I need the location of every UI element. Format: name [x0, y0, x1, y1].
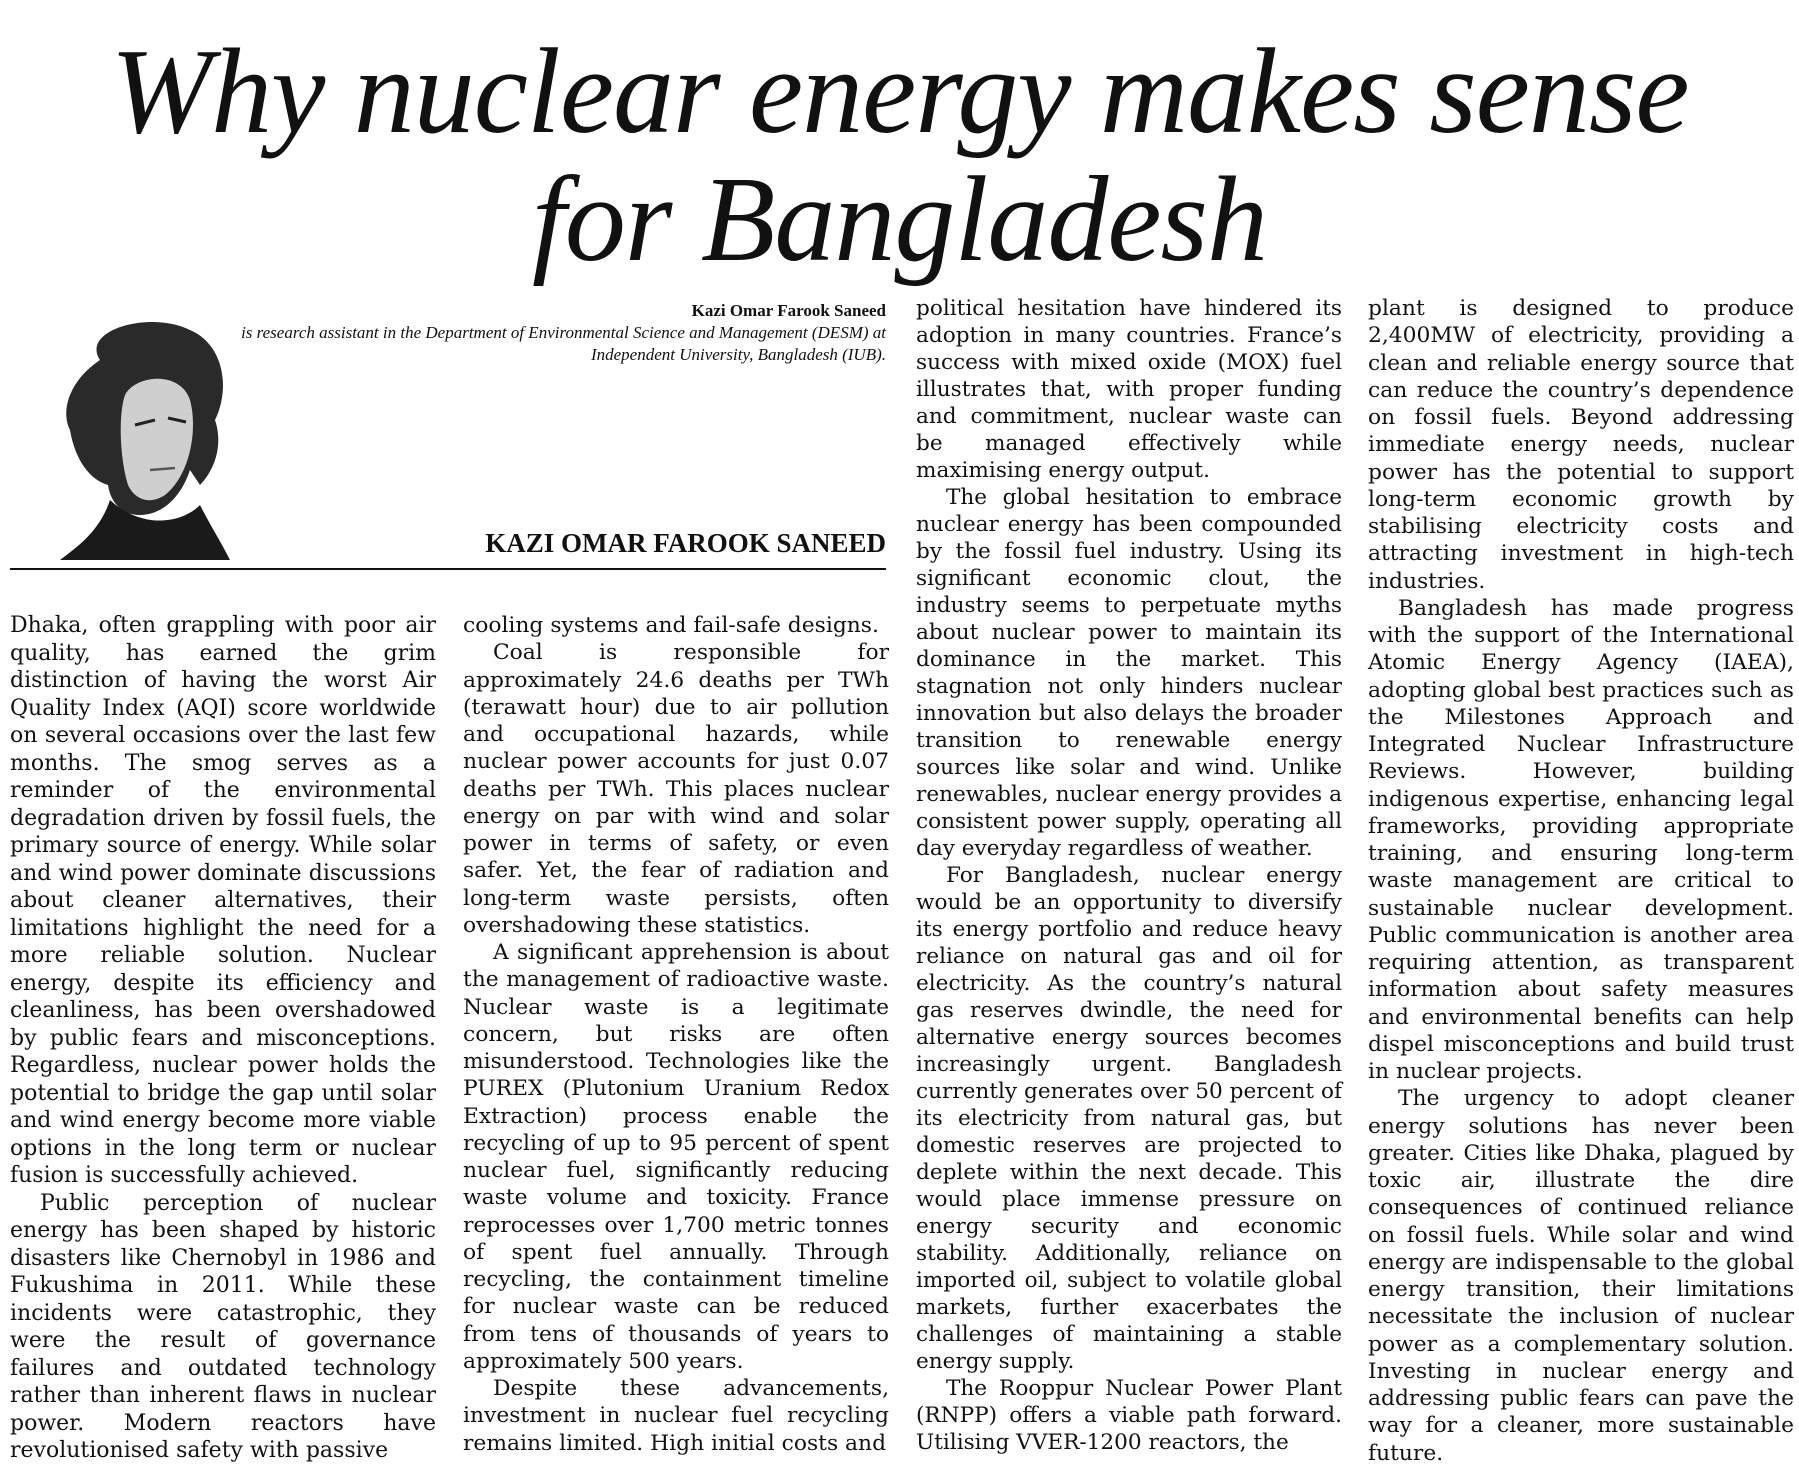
- paragraph: cooling systems and fail-safe designs.: [463, 613, 879, 638]
- author-portrait: [40, 300, 230, 560]
- paragraph: The global hesitation to embrace nuclear energy has been compounded by the fossil fuel industry. Using its significant economic clout, the industry seems to perpetuate myths about nuclear power to maintain its dominance in the market. This stagnation not only hinders nuclear innovation but also delays the broader transition to renewable energy sources like solar and wind. Unlike renewables, nuclear energy provides a consistent power supply, operating all day everyday regardless of weather.: [916, 485, 1342, 861]
- paragraph: Despite these advancements, investment in nuclear fuel recycling remains limited. High initial costs and: [463, 1376, 889, 1456]
- article-column-4: [1368, 295, 1794, 1467]
- paragraph: Public perception of nuclear energy has been shaped by historic disasters like Chernobyl in 1986 and Fukushima in 2011. While these incidents were catastrophic, they were the result of governance failures and outdated technology rather than inherent flaws in nuclear power. Modern reactors have revolutionised safety with passive: [10, 1190, 436, 1463]
- headline-line-1: Why nuclear energy makes sense: [110, 24, 1689, 159]
- paragraph: For Bangladesh, nuclear energy would be an opportunity to diversify its energy portfolio and reduce heavy reliance on natural gas and oil for electricity. As the country’s natural gas reserves dwindle, the need for alternative energy sources becomes increasingly urgent. Bangladesh currently generates over 50 percent of its electricity from natural gas, but domestic reserves are projected to deplete within the next decade. This would place immense pressure on energy security and economic stability. Additionally, reliance on imported oil, subject to volatile global markets, further exacerbates the challenges of maintaining a stable energy supply.: [916, 863, 1342, 1374]
- paragraph: political hesitation have hindered its adoption in many countries. France’s success with mixed oxide (MOX) fuel illustrates that, with proper funding and commitment, nuclear waste can be managed effectively while maximising energy output.: [916, 296, 1342, 483]
- author-bio-description: is research assistant in the Department of Environmental Science and Management (DESM) at Independent University, Bangladesh (IUB).: [241, 323, 886, 364]
- article-column-1: [10, 612, 436, 1465]
- headline-line-2: for Bangladesh: [532, 152, 1267, 287]
- author-bio: [230, 300, 886, 366]
- paragraph: The Rooppur Nuclear Power Plant (RNPP) offers a viable path forward. Utilising VVER-1200 reactors, the: [916, 1376, 1342, 1455]
- byline-divider: [10, 568, 886, 570]
- author-byline: KAZI OMAR FAROOK SANEED: [485, 528, 886, 558]
- paragraph: The urgency to adopt cleaner energy solutions has never been greater. Cities like Dhaka, plagued by toxic air, illustrate the dire consequences of continued reliance on fossil fuels. While solar and wind energy are indispensable to the global energy transition, their limitations necessitate the inclusion of nuclear power as a complementary solution. Investing in nuclear energy and addressing public fears can pave the way for a cleaner, more sustainable future.: [1368, 1086, 1794, 1466]
- article-column-3: [916, 295, 1342, 1456]
- headline: [0, 24, 1799, 287]
- paragraph: A significant apprehension is about the management of radioactive waste. Nuclear waste is a legitimate concern, but risks are often misunderstood. Technologies like the PUREX (Plutonium Uranium Redox Extraction) process enable the recycling of up to 95 percent of spent nuclear fuel, significantly reducing waste volume and toxicity. France reprocesses over 1,700 metric tonnes of spent fuel annually. Through recycling, the containment timeline for nuclear waste can be reduced from tens of thousands of years to approximately 500 years.: [463, 940, 889, 1374]
- author-bio-name: Kazi Omar Farook Saneed: [691, 301, 886, 320]
- article-column-2: [463, 612, 889, 1457]
- paragraph: Coal is responsible for approximately 24.6 deaths per TWh (terawatt hour) due to air pollution and occupational hazards, while nuclear power accounts for just 0.07 deaths per TWh. This places nuclear energy on par with wind and solar power in terms of safety, or even safer. Yet, the fear of radiation and long-term waste persists, often overshadowing these statistics.: [463, 640, 889, 938]
- paragraph: plant is designed to produce 2,400MW of electricity, providing a clean and reliable energy source that can reduce the country’s dependence on fossil fuels. Beyond addressing immediate energy needs, nuclear power has the potential to support long-term economic growth by stabilising electricity costs and attracting investment in high-tech industries.: [1368, 296, 1794, 594]
- paragraph: Dhaka, often grappling with poor air quality, has earned the grim distinction of having the worst Air Quality Index (AQI) score worldwide on several occasions over the last few months. The smog serves as a reminder of the environmental degradation driven by fossil fuels, the primary source of energy. While solar and wind power dominate discussions about cleaner alternatives, their limitations highlight the need for a more reliable solution. Nuclear energy, despite its efficiency and cleanliness, has been overshadowed by public fears and misconceptions. Regardless, nuclear power holds the potential to bridge the gap until solar and wind energy become more viable options in the long term or nuclear fusion is successfully achieved.: [10, 613, 436, 1188]
- paragraph: Bangladesh has made progress with the support of the International Atomic Energy Agency (IAEA), adopting global best practices such as the Milestones Approach and Integrated Nuclear Infrastructure Reviews. However, building indigenous expertise, enhancing legal frameworks, providing appropriate training, and ensuring long-term waste management are critical to sustainable nuclear development. Public communication is another area requiring attention, as transparent information about safety measures and environmental benefits can help dispel misconceptions and build trust in nuclear projects.: [1368, 595, 1794, 1084]
